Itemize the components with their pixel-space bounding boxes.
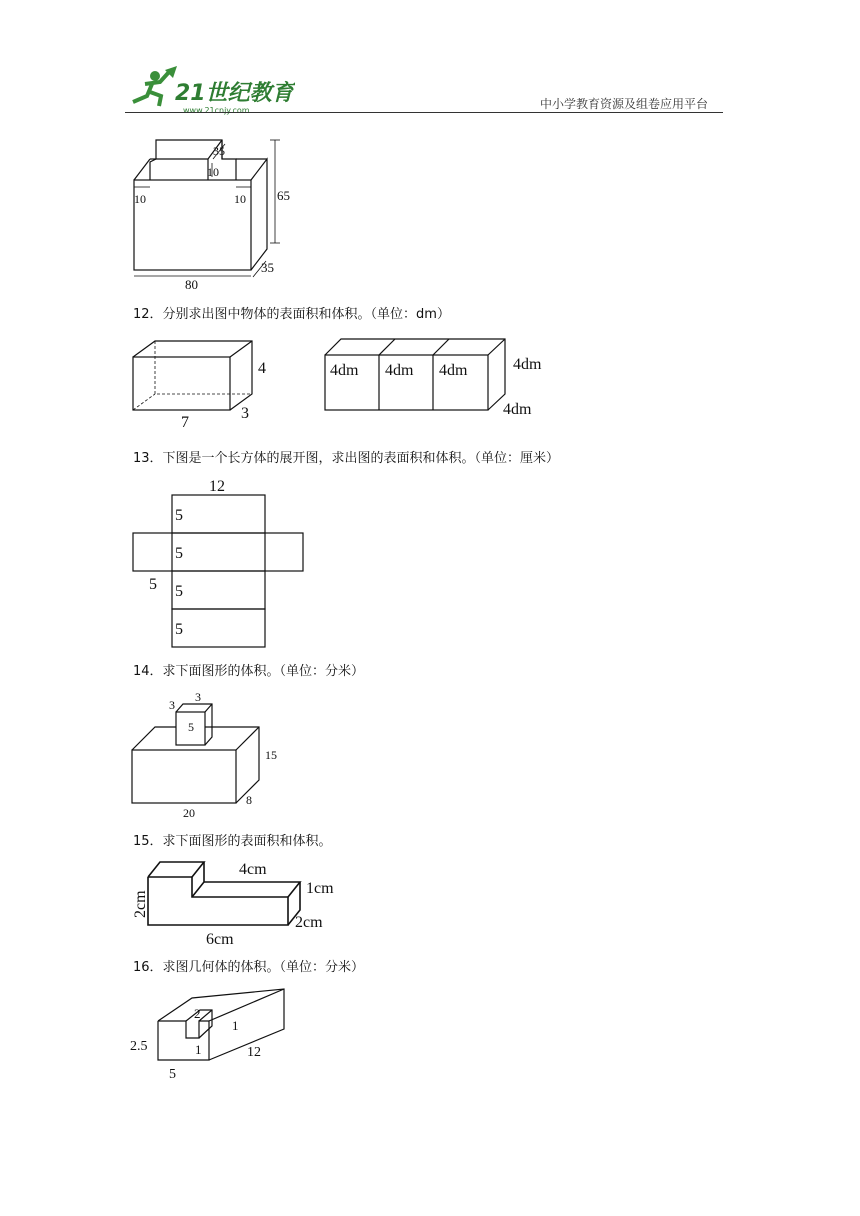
figure-12 xyxy=(125,335,565,435)
question-14: 14．求下面图形的体积。（单位：分米） xyxy=(133,664,365,679)
label: 10 xyxy=(234,192,246,206)
label: 35 xyxy=(261,260,274,275)
label: 3 xyxy=(241,405,249,422)
label: 4 xyxy=(258,360,266,377)
label: 1 xyxy=(232,1018,239,1033)
question-13: 13．下图是一个长方体的展开图，求出图的表面积和体积。（单位：厘米） xyxy=(133,451,560,466)
label: 5 xyxy=(175,545,183,562)
label: 20 xyxy=(183,806,195,820)
label: 2.5 xyxy=(130,1039,148,1054)
label: 12 xyxy=(209,478,225,495)
label: 1cm xyxy=(306,880,334,897)
figure-11 xyxy=(125,135,305,295)
label: 15 xyxy=(265,748,277,762)
figure-13 xyxy=(125,474,315,654)
runner-icon xyxy=(133,66,177,106)
label: 2cm xyxy=(132,890,149,918)
site-logo xyxy=(125,66,295,116)
label: 3 xyxy=(195,690,201,704)
label: 4dm xyxy=(439,362,468,379)
label: 5 xyxy=(188,720,194,734)
question-15: 15．求下面图形的表面积和体积。 xyxy=(133,834,332,849)
label: 65 xyxy=(277,188,290,203)
question-16: 16．求图几何体的体积。（单位：分米） xyxy=(133,960,365,975)
label: 4cm xyxy=(239,861,267,878)
figure-16 xyxy=(125,984,305,1084)
header-divider xyxy=(125,112,723,113)
logo-url: www.21cnjy.com xyxy=(183,106,250,115)
label: 2cm xyxy=(295,914,323,931)
label: 1 xyxy=(195,1042,202,1057)
figure-15 xyxy=(125,852,355,952)
site-name: 中小学教育资源及组卷应用平台 xyxy=(540,97,709,111)
label: 2 xyxy=(194,1006,201,1021)
question-12: 12．分别求出图中物体的表面积和体积。（单位：dm） xyxy=(133,307,450,322)
label: 3 xyxy=(169,698,175,712)
label: 80 xyxy=(185,277,198,292)
figure-14 xyxy=(125,686,295,826)
label: 12 xyxy=(247,1045,261,1060)
label: 7 xyxy=(181,414,189,431)
label: 4dm xyxy=(513,356,542,373)
logo-text: 21世纪教育 xyxy=(175,81,294,106)
label: 4dm xyxy=(503,401,532,418)
label: 5 xyxy=(175,583,183,600)
label: 35 xyxy=(213,144,225,158)
label: 5 xyxy=(169,1067,176,1082)
label: 4dm xyxy=(330,362,359,379)
label: 4dm xyxy=(385,362,414,379)
label: 6cm xyxy=(206,931,234,948)
label: 5 xyxy=(175,507,183,524)
label: 8 xyxy=(246,793,252,807)
label: 5 xyxy=(175,621,183,638)
label: 5 xyxy=(149,576,157,593)
label: 10 xyxy=(207,165,219,179)
label: 10 xyxy=(134,192,146,206)
